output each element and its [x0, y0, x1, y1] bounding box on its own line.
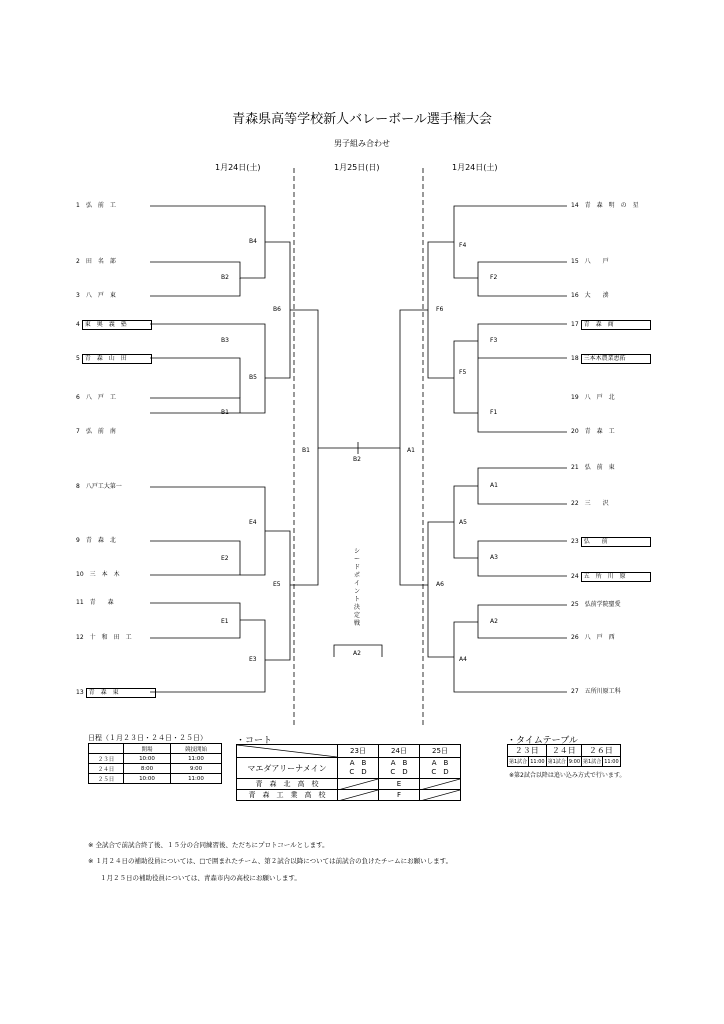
- seed-game-label: A2: [353, 650, 361, 657]
- team-right-25: 25 弘前学院聖愛: [571, 601, 621, 608]
- page-subtitle: 男子組み合わせ: [334, 139, 390, 148]
- court-table: 23日 24日 25日 マエダアリーナメイン A B C D A B C D A B C D 青 森 北 高 校 E 青 森 工 業 高 校 F: [236, 744, 461, 801]
- team-left-13: 13 青 森 東: [76, 688, 156, 698]
- game-label: A2: [490, 618, 498, 625]
- game-label: E5: [273, 581, 281, 588]
- team-left-5: 5 青 森 山 田: [76, 354, 152, 364]
- game-label: B2: [221, 274, 229, 281]
- game-label: E1: [221, 618, 229, 625]
- game-label: B4: [249, 238, 257, 245]
- game-label: A6: [436, 581, 444, 588]
- timetable-note: ※第2試合以降は追い込み方式で行います。: [509, 772, 626, 779]
- note-3: １月２５日の補助役員については、青森市内の高校にお願いします。: [100, 874, 301, 882]
- seed-match-label: シードポイント決定戦: [354, 548, 361, 627]
- timetable-table: ２３日 ２４日 ２６日 第1試合 11:00 第1試合 9:00 第1試合 11:00: [509, 746, 619, 765]
- game-label: E3: [249, 656, 257, 663]
- game-label: F5: [459, 369, 467, 376]
- page-title: 青森県高等学校新人バレーボール選手権大会: [232, 112, 492, 127]
- team-right-22: 22 三 沢: [571, 500, 609, 507]
- date-center: 1月25日(日): [334, 163, 380, 172]
- team-right-16: 16 大 湊: [571, 292, 609, 299]
- game-label: A5: [459, 519, 467, 526]
- game-label: F3: [490, 337, 498, 344]
- game-label: B5: [249, 374, 257, 381]
- game-label: F6: [436, 306, 444, 313]
- team-left-11: 11 青 森: [76, 599, 114, 606]
- team-right-15: 15 八 戸: [571, 258, 609, 265]
- team-right-19: 19 八 戸 北: [571, 394, 615, 401]
- game-label: E2: [221, 555, 229, 562]
- game-label: F4: [459, 242, 467, 249]
- team-right-14: 14 青 森 明 の 星: [571, 202, 639, 209]
- team-right-27: 27 五所川原工科: [571, 688, 621, 695]
- team-left-2: 2 田 名 部: [76, 258, 116, 265]
- team-left-4: 4 東 奥 義 塾: [76, 320, 152, 330]
- game-label: B1: [302, 447, 310, 454]
- note-2: ※ １月２４日の補助役員については、□で囲まれたチーム、第２試合以降については前試合の負けたチームにお願いします。: [88, 857, 453, 865]
- team-right-20: 20 青 森 工: [571, 428, 615, 435]
- team-left-10: 10 三 本 木: [76, 571, 120, 578]
- game-final-label: B2: [353, 456, 361, 463]
- game-label: A4: [459, 656, 467, 663]
- team-left-3: 3 八 戸 東: [76, 292, 116, 299]
- date-left: 1月24日(土): [215, 163, 261, 172]
- game-label: F2: [490, 274, 498, 281]
- game-label: B1: [221, 409, 229, 416]
- team-right-17: 17 青 森 商: [571, 320, 651, 330]
- team-left-7: 7 弘 前 南: [76, 428, 116, 435]
- game-label: A1: [490, 482, 498, 489]
- schedule-heading: 日程（１月２３日・２４日・２５日）: [88, 734, 207, 742]
- team-right-18: 18 三本木農業恵拓: [571, 354, 651, 364]
- team-left-12: 12 十 和 田 工: [76, 634, 132, 641]
- schedule-table: 開場 競技開始 ２３日 10:00 11:00 ２４日 8:00 9:00 ２５日 10:00 11:00: [88, 743, 222, 784]
- team-right-21: 21 弘 前 東: [571, 464, 615, 471]
- team-left-1: 1 弘 前 工: [76, 202, 116, 209]
- game-label: B6: [273, 306, 281, 313]
- game-label: F1: [490, 409, 498, 416]
- team-left-8: 8 八戸工大第一: [76, 483, 122, 490]
- team-left-6: 6 八 戸 工: [76, 394, 116, 401]
- game-label: B3: [221, 337, 229, 344]
- team-right-26: 26 八 戸 西: [571, 634, 615, 641]
- game-label: E4: [249, 519, 257, 526]
- team-right-24: 24 五 所 川 原: [571, 572, 651, 582]
- note-1: ※ 全試合で前試合終了後、１５分の合同練習後、ただちにプロトコールとします。: [88, 841, 329, 849]
- team-right-23: 23 弘 前: [571, 537, 651, 547]
- court-heading: ・コート: [236, 736, 273, 746]
- date-right: 1月24日(土): [452, 163, 498, 172]
- timetable-heading: ・タイムテーブル: [507, 736, 578, 746]
- game-label: A1: [407, 447, 415, 454]
- team-left-9: 9 青 森 北: [76, 537, 116, 544]
- game-label: A3: [490, 554, 498, 561]
